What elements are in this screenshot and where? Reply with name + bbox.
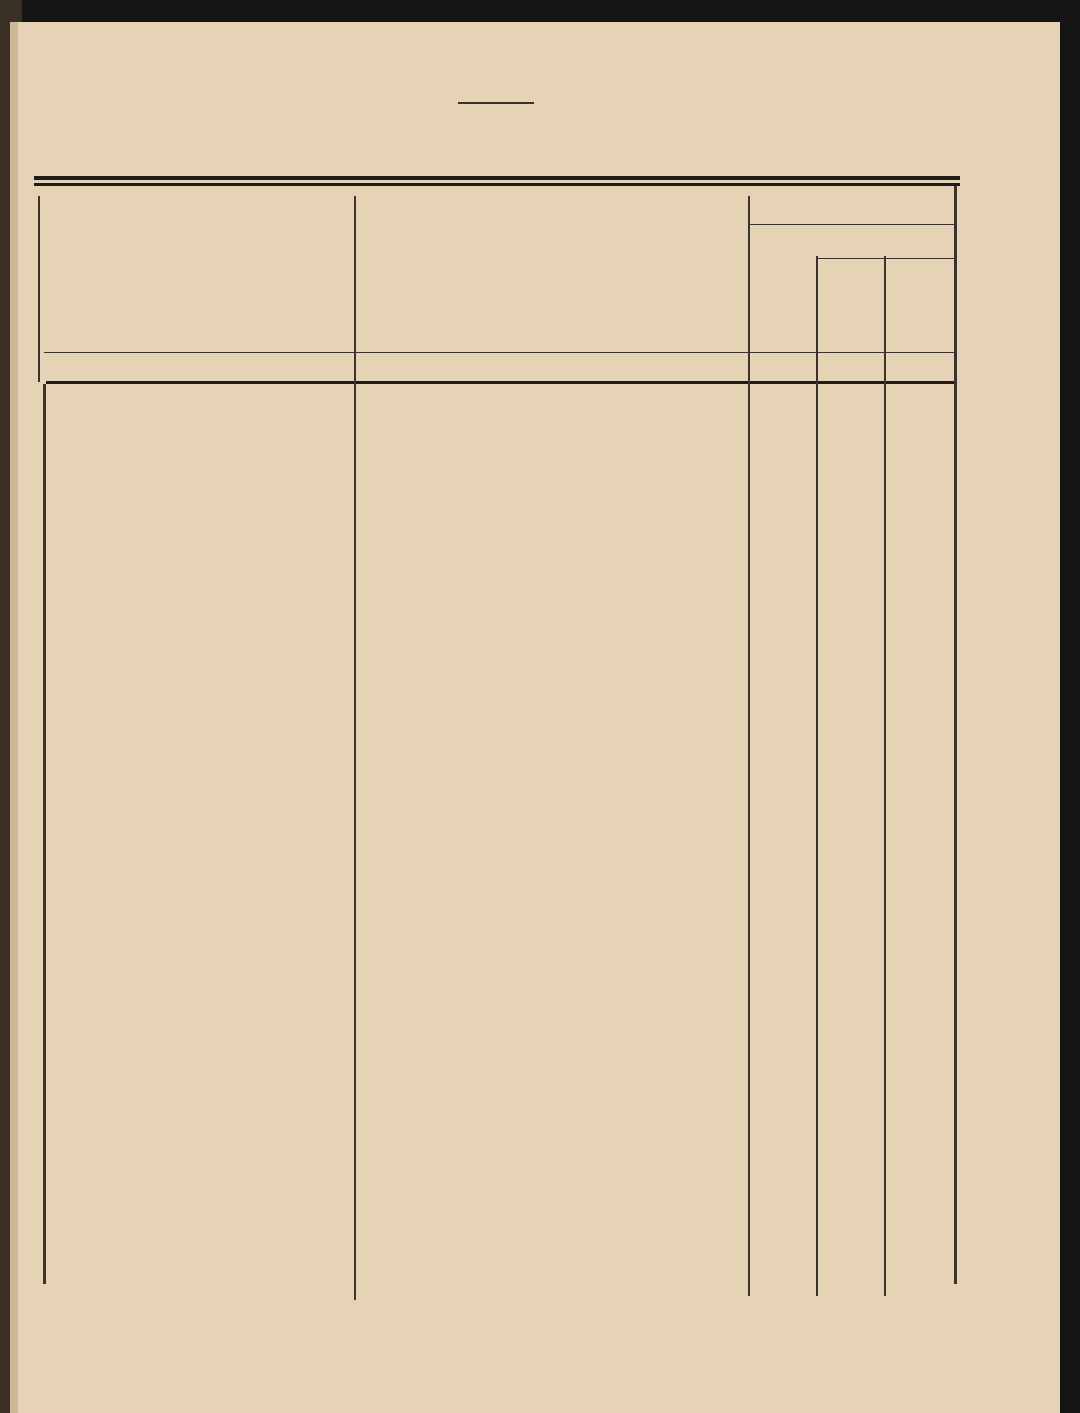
col-divider-1 [354, 196, 356, 1300]
col-divider-3 [816, 256, 818, 1296]
page-number-rule [458, 102, 534, 104]
price-header-rule [818, 258, 955, 259]
table-left-border-body [43, 384, 46, 1284]
top-rule-2 [34, 183, 960, 186]
colnum-rule [44, 352, 954, 353]
page [18, 22, 1060, 1413]
col-divider-2 [748, 196, 750, 1296]
table-left-border [38, 196, 40, 382]
table-right-border [954, 186, 957, 1284]
group-header-rule [750, 224, 955, 225]
top-rule [34, 176, 960, 180]
col-divider-4 [884, 256, 886, 1296]
